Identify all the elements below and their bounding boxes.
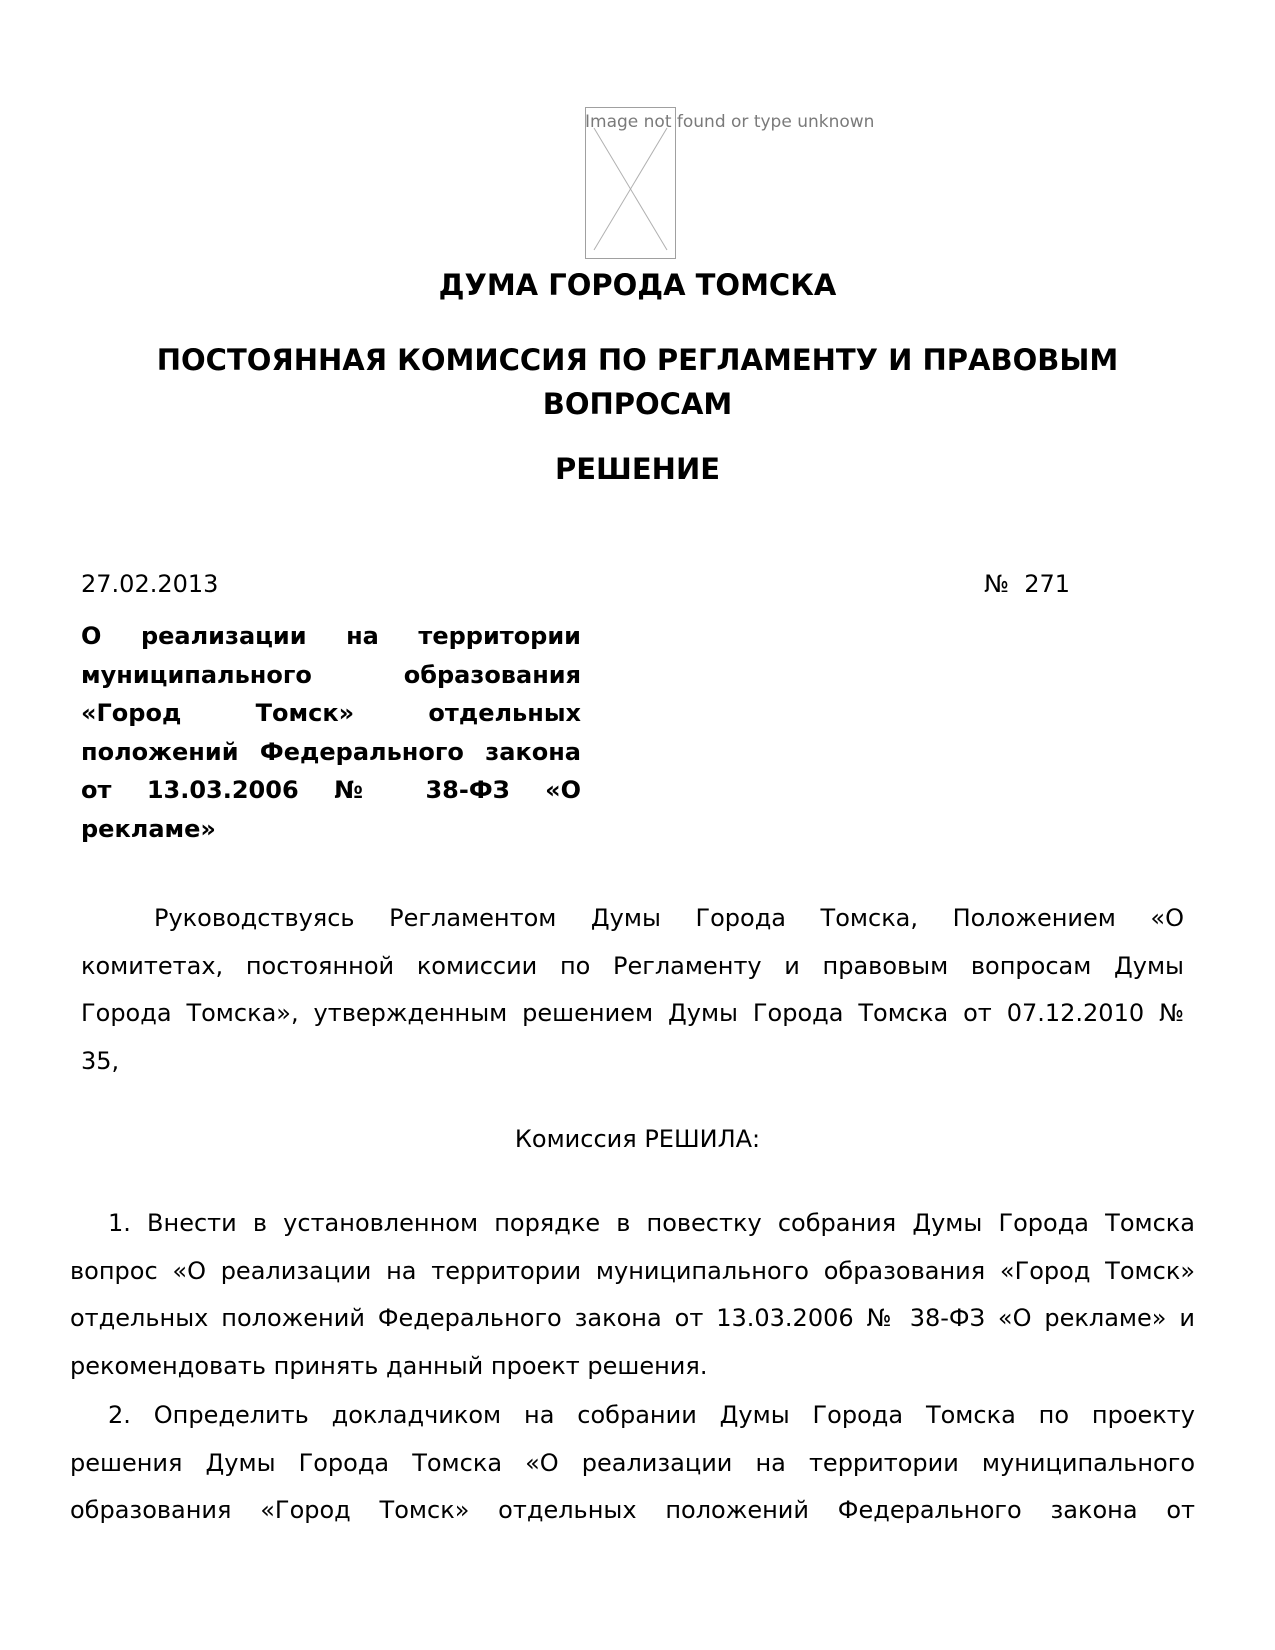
preamble-line: комитетах, постоянной комиссии по Регламенту и правовым вопросам Думы <box>81 951 1184 980</box>
item-line: вопрос «О реализации на территории муниципального образования «Город Томск» <box>70 1256 1195 1285</box>
item-line: отдельных положений Федерального закона от 13.03.2006 № 38-ФЗ «О рекламе» и <box>70 1304 1195 1332</box>
resolution-item-2 <box>70 1392 1195 1535</box>
decision-date: 27.02.2013 <box>81 570 219 598</box>
preamble-paragraph <box>81 895 1184 1085</box>
document-type: РЕШЕНИЕ <box>554 452 721 486</box>
decision-number: № 271 <box>984 570 1071 598</box>
resolved-label: Комиссия РЕШИЛА: <box>514 1125 761 1153</box>
preamble-line: Руководствуясь Регламентом Думы Города Томска, Положением «О <box>154 904 1184 932</box>
preamble-line: Города Томска», утвержденным решением Думы Города Томска от 07.12.2010 № <box>81 999 1184 1027</box>
subject-line: положений Федерального закона <box>81 737 581 766</box>
resolution-item-1 <box>70 1200 1195 1390</box>
subject-line: рекламе» <box>81 814 216 843</box>
commission-title-line: ПОСТОЯННАЯ КОМИССИЯ ПО РЕГЛАМЕНТУ И ПРАВОВЫМ <box>156 343 1119 377</box>
image-alt-text: Image not found or type unknown <box>585 112 875 132</box>
item-line: 1. Внести в установленном порядке в повестку собрания Думы Города Томска <box>108 1209 1195 1237</box>
item-line: решения Думы Города Томска «О реализации на территории муниципального <box>70 1448 1195 1477</box>
decision-subject <box>81 617 581 848</box>
subject-line: муниципального образования <box>81 660 581 689</box>
commission-title <box>0 338 1275 426</box>
subject-line: «Город Томск» отдельных <box>81 699 581 727</box>
item-line: образования «Город Томск» отдельных положений Федерального закона от <box>70 1496 1195 1524</box>
preamble-line: 35, <box>81 1046 120 1075</box>
organization-title: ДУМА ГОРОДА ТОМСКА <box>438 268 837 302</box>
item-line: 2. Определить докладчиком на собрании Думы Города Томска по проекту <box>108 1401 1195 1429</box>
commission-title-line: ВОПРОСАМ <box>542 387 733 421</box>
subject-line: от 13.03.2006 № 38-ФЗ «О <box>81 776 581 804</box>
subject-line: О реализации на территории <box>81 622 581 650</box>
item-line: рекомендовать принять данный проект решения. <box>70 1351 708 1380</box>
